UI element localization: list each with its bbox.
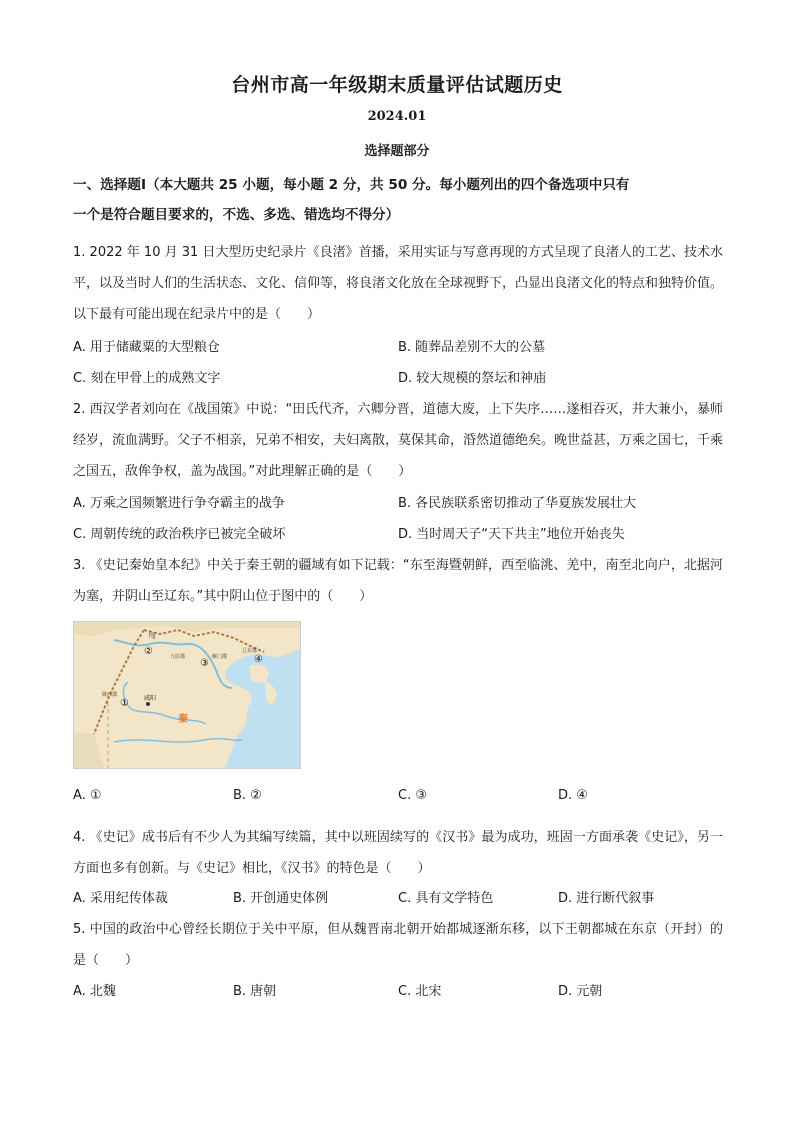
- qin-territory-map: [73, 621, 301, 769]
- question-5-option-d[interactable]: D. 元朝: [558, 984, 603, 999]
- question-3-option-c[interactable]: C. ③: [398, 788, 427, 803]
- question-3-option-a[interactable]: A. ①: [73, 788, 102, 803]
- question-4-option-d[interactable]: D. 进行断代叙事: [558, 891, 655, 906]
- question-2-option-d[interactable]: D. 当时周天子“天下共主”地位开始丧失: [398, 527, 625, 542]
- question-5-option-b[interactable]: B. 唐朝: [233, 984, 277, 999]
- exam-date: 2024.01: [367, 109, 427, 124]
- question-5-option-c[interactable]: C. 北宋: [398, 984, 442, 999]
- map-label-jiuyuan: 九原郡: [170, 654, 186, 660]
- question-1-option-c[interactable]: C. 刻在甲骨上的成熟文字: [73, 371, 221, 386]
- question-1-option-b[interactable]: B. 随葬品差别不大的公墓: [398, 340, 546, 355]
- map-label-yanmen: 雁门郡: [212, 654, 228, 660]
- question-4-option-a[interactable]: A. 采用纪传体裁: [73, 891, 168, 906]
- map-graphic: [74, 622, 300, 768]
- page-title: 台州市高一年级期末质量评估试题历史: [231, 74, 563, 96]
- question-4-option-c[interactable]: C. 具有文学特色: [398, 891, 494, 906]
- map-label-qin: 秦: [178, 714, 188, 725]
- question-2-option-a[interactable]: A. 万乘之国频繁进行争夺霸主的战争: [73, 496, 285, 511]
- section-instructions: [73, 170, 733, 230]
- question-2-option-b[interactable]: B. 各民族联系密切推动了华夏族发展壮大: [398, 496, 637, 511]
- question-1-option-a[interactable]: A. 用于储藏粟的大型粮仓: [73, 340, 220, 355]
- map-label-longxi: 陇西郡: [102, 692, 118, 698]
- question-3-option-d[interactable]: D. ④: [558, 788, 588, 803]
- question-3-option-b[interactable]: B. ②: [233, 788, 262, 803]
- section-line-2: 一个是符合题目要求的，不选、多选、错选均不得分）: [73, 207, 400, 223]
- map-marker-2: ②: [144, 646, 153, 657]
- question-4-option-b[interactable]: B. 开创通史体例: [233, 891, 329, 906]
- question-5-stem: 5. 中国的政治中心曾经长期位于关中平原，但从魏晋南北朝开始都城逐渐东移，以下王朝都城在东京（开封）的是（ ）: [73, 922, 723, 968]
- map-marker-3: ③: [200, 658, 209, 669]
- map-xianyang-dot: [146, 702, 150, 706]
- map-label-xianyang: 咸阳: [144, 695, 157, 702]
- question-1-stem: 1. 2022 年 10 月 31 日大型历史纪录片《良渚》首播，采用实证与写意再现的方式呈现了良渚人的工艺、技术水平，以及当时人们的生活状态、文化、信仰等，将良渚文化放在全球视野下，凸显出良渚文化的特点和独特价值。以下最有可能出现在纪录片中的是（ ）: [73, 245, 724, 322]
- map-marker-1: ①: [120, 698, 129, 709]
- question-1-option-d[interactable]: D. 较大规模的祭坛和神庙: [398, 371, 547, 386]
- map-label-north: 匈: [148, 631, 156, 640]
- section-line-1: 一、选择题Ⅰ（本大题共 25 小题，每小题 2 分，共 50 分。每小题列出的四个备选项中只有: [73, 177, 630, 193]
- subsection-title: 选择题部分: [364, 144, 430, 159]
- map-label-liaodong: 辽东郡: [242, 648, 258, 654]
- question-4-stem: 4. 《史记》成书后有不少人为其编写续篇，其中以班固续写的《汉书》最为成功，班固一方面承袭《史记》，另一方面也多有创新。与《史记》相比，《汉书》的特色是（ ）: [73, 830, 723, 876]
- question-5-option-a[interactable]: A. 北魏: [73, 984, 116, 999]
- question-3-stem: 3. 《史记秦始皇本纪》中关于秦王朝的疆域有如下记载：“东至海暨朝鲜，西至临洮、羌中，南至北向户，北据河为塞，并阴山至辽东。”其中阴山位于图中的（ ）: [73, 558, 723, 604]
- map-marker-4: ④: [254, 654, 263, 665]
- question-2-option-c[interactable]: C. 周朝传统的政治秩序已被完全破坏: [73, 527, 286, 542]
- question-2-stem: 2. 西汉学者刘向在《战国策》中说：“田氏代齐，六卿分晋，道德大废，上下失序……遂相吞灭，并大兼小，暴师经岁，流血满野。父子不相亲，兄弟不相安，夫妇离散，莫保其命，涽然道德绝矣。晚世益甚，万乘之国七，千乘之国五，敌侔争权，盖为战国。”对此理解正确的是（ ）: [73, 402, 724, 479]
